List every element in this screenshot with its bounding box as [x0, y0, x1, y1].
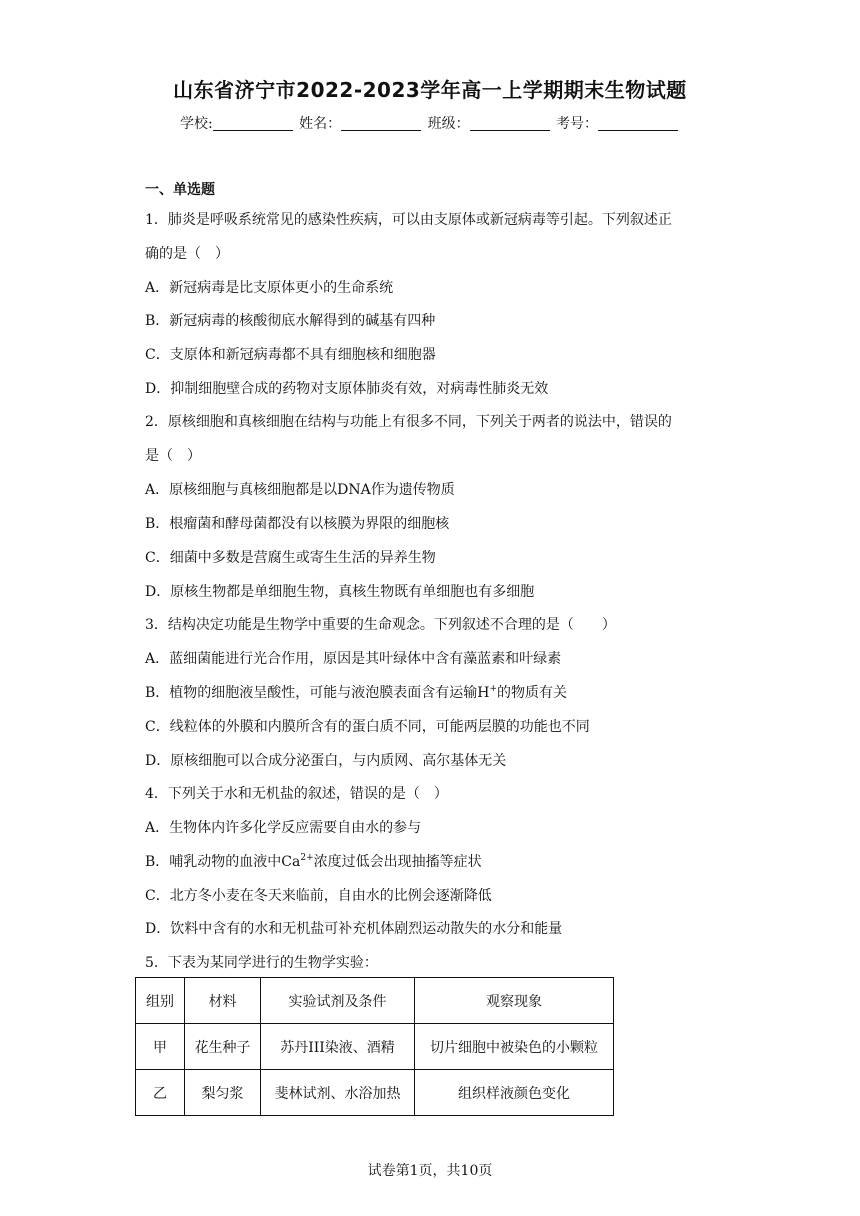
header-group: 组别 [136, 978, 185, 1024]
table-cell: 梨匀浆 [185, 1070, 261, 1116]
table-header-row [136, 978, 614, 1024]
question-1-option-a: A．新冠病毒是比支原体更小的生命系统 [145, 280, 394, 296]
name-blank[interactable] [341, 116, 421, 131]
question-4-option-d: D．饮料中含有的水和无机盐可补充机体剧烈运动散失的水分和能量 [145, 921, 563, 937]
question-2-option-a: A．原核细胞与真核细胞都是以DNA作为遗传物质 [145, 482, 455, 498]
page-footer: 试卷第1页，共10页 [367, 1163, 493, 1179]
question-3-option-b-tail: 的物质有关 [497, 685, 568, 701]
experiment-table [135, 977, 614, 1116]
question-2-stem-line-2: 是（ ） [145, 448, 201, 464]
question-5-stem: 5．下表为某同学进行的生物学实验： [145, 955, 378, 971]
table-cell: 斐林试剂、水浴加热 [261, 1070, 415, 1116]
table-row [136, 1070, 614, 1116]
question-2-option-d: D．原核生物都是单细胞生物，真核生物既有单细胞也有多细胞 [145, 584, 535, 600]
question-4-option-c: C．北方冬小麦在冬天来临前，自由水的比例会逐渐降低 [145, 888, 492, 904]
table-cell: 切片细胞中被染色的小颗粒 [415, 1024, 614, 1070]
header-observation: 观察现象 [415, 978, 614, 1024]
school-blank[interactable] [213, 116, 293, 131]
hydrogen-ion-superscript: + [489, 684, 498, 694]
question-4-option-b [145, 851, 482, 871]
question-1-option-c: C．支原体和新冠病毒都不具有细胞核和细胞器 [145, 347, 436, 363]
name-label: 姓名： [299, 116, 342, 132]
question-1-stem-line-1: 1．肺炎是呼吸系统常见的感染性疾病，可以由支原体或新冠病毒等引起。下列叙述正 [145, 212, 672, 228]
question-2-option-c: C．细菌中多数是营腐生或寄生生活的异养生物 [145, 550, 436, 566]
table-cell: 乙 [136, 1070, 185, 1116]
question-3-option-c: C．线粒体的外膜和内膜所含有的蛋白质不同，可能两层膜的功能也不同 [145, 719, 590, 735]
table-row [136, 1024, 614, 1070]
class-blank[interactable] [470, 116, 550, 131]
student-info-line [0, 113, 860, 133]
table-cell: 组织样液颜色变化 [415, 1070, 614, 1116]
table-cell: 苏丹III染液、酒精 [261, 1024, 415, 1070]
header-reagent: 实验试剂及条件 [261, 978, 415, 1024]
exam-no-blank[interactable] [598, 116, 678, 131]
question-4-option-b-text: B．哺乳动物的血液中Ca [145, 854, 301, 870]
question-3-option-b [145, 682, 567, 702]
question-3-option-b-text: B．植物的细胞液呈酸性，可能与液泡膜表面含有运输H [145, 685, 490, 701]
question-1-option-b: B．新冠病毒的核酸彻底水解得到的碱基有四种 [145, 313, 436, 329]
school-label: 学校: [179, 116, 213, 132]
question-2-option-b: B．根瘤菌和酵母菌都没有以核膜为界限的细胞核 [145, 516, 450, 532]
question-1-option-d: D．抑制细胞壁合成的药物对支原体肺炎有效，对病毒性肺炎无效 [145, 381, 549, 397]
header-material: 材料 [185, 978, 261, 1024]
table-cell: 甲 [136, 1024, 185, 1070]
table-cell: 花生种子 [185, 1024, 261, 1070]
question-4-option-a: A．生物体内许多化学反应需要自由水的参与 [145, 820, 422, 836]
question-1-stem-line-2: 确的是（ ） [145, 246, 229, 262]
question-3-option-a: A．蓝细菌能进行光合作用，原因是其叶绿体中含有藻蓝素和叶绿素 [145, 651, 562, 667]
question-4-stem: 4．下列关于水和无机盐的叙述，错误的是（ ） [145, 786, 448, 802]
question-3-stem: 3．结构决定功能是生物学中重要的生命观念。下列叙述不合理的是（ ） [145, 617, 616, 633]
page-title: 山东省济宁市2022-2023学年高一上学期期末生物试题 [173, 78, 687, 102]
question-3-option-d: D．原核细胞可以合成分泌蛋白，与内质网、高尔基体无关 [145, 753, 507, 769]
section-heading: 一、单选题 [145, 182, 215, 198]
calcium-ion-superscript: 2+ [300, 853, 314, 863]
class-label: 班级： [427, 116, 470, 132]
exam-no-label: 考号： [556, 116, 599, 132]
question-2-stem-line-1: 2．原核细胞和真核细胞在结构与功能上有很多不同，下列关于两者的说法中，错误的 [145, 414, 672, 430]
question-4-option-b-tail: 浓度过低会出现抽搐等症状 [313, 854, 482, 870]
